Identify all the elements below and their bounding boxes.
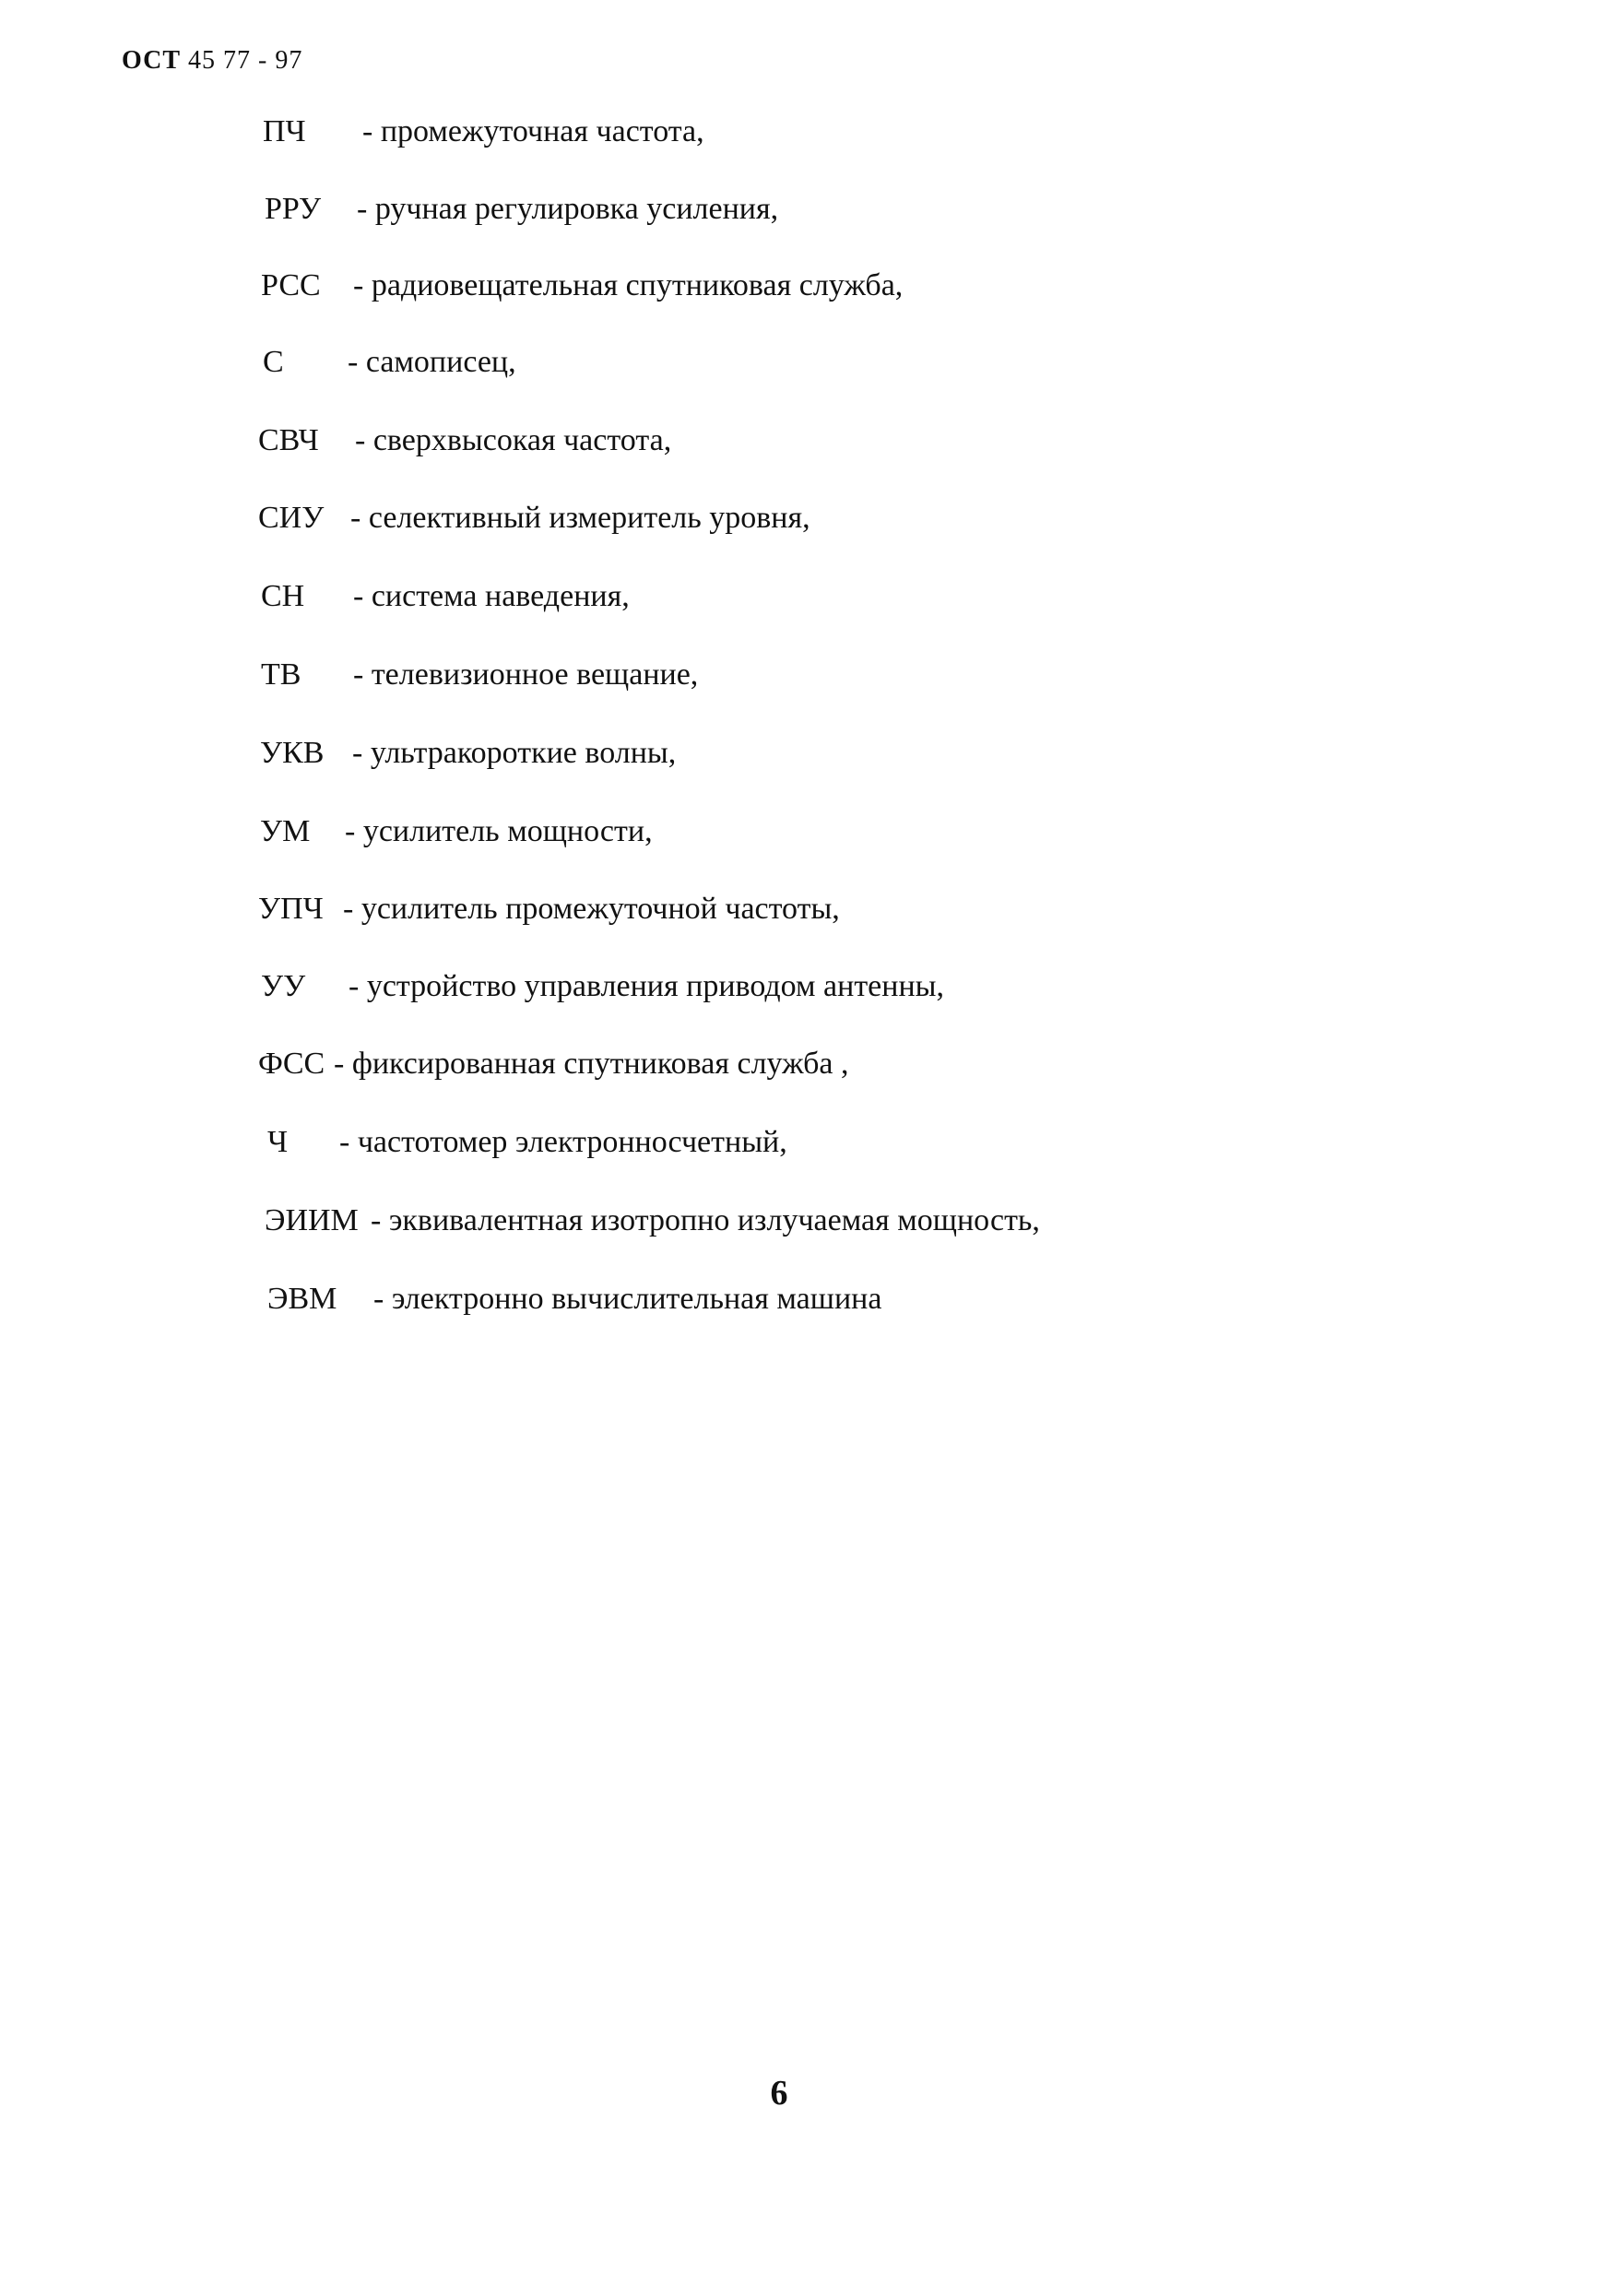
standard-code: ОСТ [122,46,182,75]
definition: - частотомер электронносчетный, [339,1125,787,1159]
definition: - самописец, [348,345,516,379]
abbreviation: РСС [261,268,321,302]
abbreviation: УПЧ [258,892,324,926]
abbreviation: РРУ [265,192,322,226]
abbreviation: Ч [267,1125,289,1159]
abbreviation: УКВ [260,736,325,770]
definition: - система наведения, [353,579,630,613]
abbreviation: СН [261,579,305,613]
standard-number: 45 77 - 97 [188,46,303,75]
definition: - телевизионное вещание, [353,657,699,692]
definition: - радиовещательная спутниковая служба, [353,268,904,302]
definition: - эквивалентная изотропно излучаемая мощность, [371,1203,1040,1237]
abbreviation: ФСС [258,1047,325,1081]
definition: - селективный измеритель уровня, [350,501,810,535]
abbreviation: С [263,345,284,379]
abbreviation: ЭВМ [267,1282,337,1316]
abbreviation: УУ [261,969,306,1003]
definition: - фиксированная спутниковая служба , [334,1047,849,1081]
abbreviation: ЭИИМ [265,1203,359,1237]
definition: - ручная регулировка усиления, [357,192,779,226]
definition: - электронно вычислительная машина [373,1282,882,1316]
definition: - усилитель промежуточной частоты, [343,892,840,926]
definition: - устройство управления приводом антенны, [349,969,944,1003]
abbreviation: УМ [260,814,311,848]
abbreviation: СИУ [258,501,325,535]
abbreviation: ТВ [261,657,301,692]
definition: - промежуточная частота, [362,114,704,148]
definition: - сверхвысокая частота, [355,423,672,457]
page-number: 6 [770,2074,788,2113]
abbreviation: СВЧ [258,423,319,457]
abbreviation: ПЧ [263,114,306,148]
definition: - ультракороткие волны, [352,736,677,770]
definition: - усилитель мощности, [345,814,653,848]
